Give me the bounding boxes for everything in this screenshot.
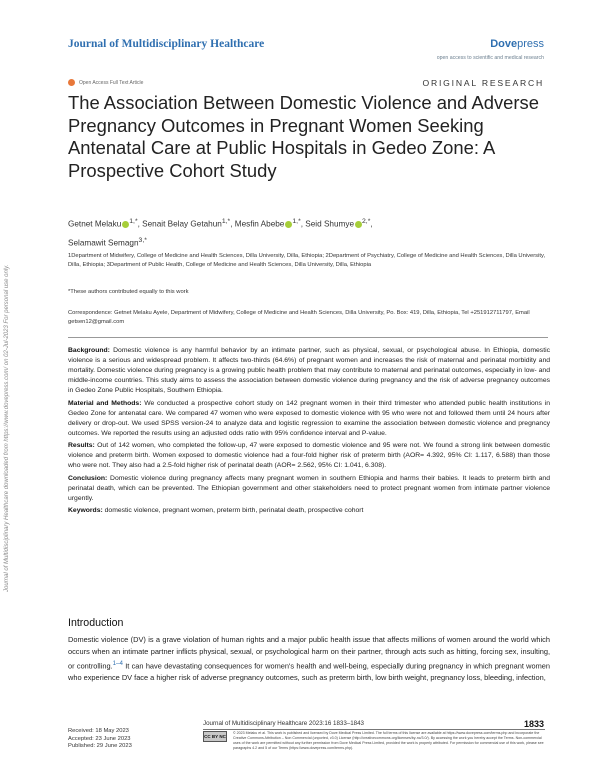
article-dates xyxy=(68,728,132,751)
journal-reference: Journal of Multidisciplinary Healthcare 2023:16 1833–1843 xyxy=(203,720,364,727)
license-block xyxy=(203,731,545,751)
conclusion-label: Conclusion: xyxy=(68,474,108,482)
intro-text-part: Domestic violence (DV) is a grave violation of human rights and a major public health issue that affects millions of women around the world which occurs when an intimate partner inflicts physical, sexual, or psychological harm on their partner, through acts such as hitting, forcing sex, insulting, or controlling. xyxy=(68,635,550,671)
received-date: Received: 18 May 2023 xyxy=(68,728,129,734)
open-access-label: Open Access Full Text Article xyxy=(79,79,144,86)
affiliations: 1Department of Midwifery, College of Medicine and Health Sciences, Dilla University, Dilla, Ethiopia; 2Department of Psychiatry, College of Medicine and Health Sciences, Dilla University, Dilla, Ethiopia; 3Department of Public Health, College of Medicine and Health Sciences, Dilla University, Dilla, Ethiopia xyxy=(68,253,546,268)
results-text: Out of 142 women, who completed the follow-up, 47 were exposed to domestic violence and 95 were not. We found a strong link between domestic violence and preterm birth. Women exposed to domestic violence had a four-fold higher risk of preterm birth (AOR= 4.392, 95% CI: 1.117, 6.588) than those who were not. They also had a 2.5-fold higher risk of perinatal death (AOR= 2.562, 95% CI: 1.041, 6.308). xyxy=(68,442,550,469)
intro-text-part: It can have devastating consequences for women's health and well-being, especially during pregnancy in which pregnant women who experience DV face a higher risk of adverse pregnancy outcomes, such as preterm birth, low birth weight, pregnancy loss, bleeding, infection, xyxy=(68,661,551,683)
author-affiliation: 1,* xyxy=(292,218,301,225)
author-name: Seid Shumye xyxy=(305,219,354,229)
methods-label: Material and Methods: xyxy=(68,399,142,407)
publisher-logo-rest: press xyxy=(517,38,544,50)
author-affiliation: 3,* xyxy=(138,236,147,244)
author-name: Getnet Melaku xyxy=(68,219,122,229)
publisher-tagline: open access to scientific and medical research xyxy=(436,55,544,61)
article-type: ORIGINAL RESEARCH xyxy=(422,78,544,88)
keywords-label: Keywords: xyxy=(68,507,103,514)
conclusion-text: Domestic violence during pregnancy affects many pregnant women in southern Ethiopia and harms their babies. It leads to preterm birth and perinatal death, which can be prevented. The Ethiopian government and other stakeholders need to protect pregnant women from intimate partner violence urgently. xyxy=(68,474,550,502)
methods-text: We conducted a prospective cohort study on 142 pregnant women in their third trimester who attended public health institutions in Gedeo Zone for antenatal care. We compared 47 women who were exposed to domestic violence with 95 who were not and followed them until 24 hours after delivery or drop-out. We used SPSS version-24 to analyze data and logistic regression to examine the association between domestic violence and pregnancy outcomes. We reported the results using an adjusted odds ratio with 95% confidence interval and P-value. xyxy=(68,399,550,437)
cc-license-icon[interactable]: CC BY NC xyxy=(203,731,227,742)
open-access-badge xyxy=(68,79,143,86)
section-heading: Introduction xyxy=(68,617,124,629)
abstract xyxy=(68,346,550,519)
author-affiliation: 2,* xyxy=(362,218,371,225)
correspondence: Correspondence: Getnet Melaku Ayele, Department of Midwifery, College of Medicine and Health Sciences, Dilla University, Po. Box: 419, Dilla, Ethiopia, Tel +251912711797, Email getsen12@gmail.com xyxy=(68,310,530,325)
article-title: The Association Between Domestic Violence and Adverse Pregnancy Outcomes in Pregnant Women Seeking Antenatal Care at Public Hospitals in Gedeo Zone: A Prospective Cohort Study xyxy=(68,92,539,181)
orcid-icon[interactable] xyxy=(355,221,362,228)
author-name: Mesfin Abebe xyxy=(234,219,285,229)
published-date: Published: 29 June 2023 xyxy=(68,743,132,749)
introduction-text xyxy=(68,634,550,684)
equal-contribution-note: *These authors contributed equally to this work xyxy=(68,289,189,295)
download-note: Journal of Multidisciplinary Healthcare downloaded from https://www.dovepress.com/ on 02-Jul-2023 For personal use only. xyxy=(4,264,10,592)
background-label: Background: xyxy=(68,347,110,354)
open-access-icon xyxy=(68,79,75,86)
publisher-logo xyxy=(490,38,544,50)
footer-rule xyxy=(203,729,545,730)
abstract-methods xyxy=(68,399,550,439)
accepted-date: Accepted: 23 June 2023 xyxy=(68,735,131,742)
author-affiliation: 1,* xyxy=(129,218,138,225)
citation-link[interactable]: 1–4 xyxy=(112,660,123,667)
abstract-keywords xyxy=(68,506,550,516)
abstract-background xyxy=(68,346,550,396)
page-number: 1833 xyxy=(523,719,544,729)
publisher-logo-bold: Dove xyxy=(490,38,518,50)
results-label: Results: xyxy=(68,442,95,449)
abstract-conclusion xyxy=(68,474,550,504)
license-text: © 2023 Melaku et al. This work is published and licensed by Dove Medical Press Limited. The full terms of this license are available at https://www.dovepress.com/terms.php and incorporate the Creative Commons Attribution – Non Commercial (unported, v3.0) License (http://creativecommons.org/licenses/by-nc/3.0/). By accessing the work you hereby accept the Terms. Non-commercial uses of the work are permitted without any further permission from Dove Medical Press Limited, provided the work is properly attributed. For permission for commercial use of this work, please see paragraphs 4.2 and 5 of our Terms (https://www.dovepress.com/terms.php). xyxy=(233,731,544,750)
author-list: Getnet Melaku $^{1,*}$, Senait Belay Getahun$^{1,*}$, Mesfin Abebe $^{1,*}$, Seid Shumye $^{2,*}$, Selamawit Semagn$^{3,*}$ xyxy=(68,218,373,248)
abstract-results xyxy=(68,441,550,471)
background-text: Domestic violence is any harmful behavior by an intimate partner, such as physical, sexual, or psychological abuse. In Ethiopia, domestic violence is a serious and widespread problem. It affects two-thirds (64.6%) of pregnant women and increases the risk of maternal and perinatal morbidity and mortality. Domestic violence during pregnancy is a growing public health problem that may contribute to maternal and perinatal outcomes, especially in low- and middle-income countries. This study aims to assess the association between domestic violence during pregnancy and the risk of adverse pregnancy outcomes in Gedeo Zone Public Hospitals, Southern Ethiopia. xyxy=(68,347,550,394)
journal-name: Journal of Multidisciplinary Healthcare xyxy=(68,38,265,50)
author-affiliation: 1,* xyxy=(221,218,231,225)
divider xyxy=(68,337,548,338)
keywords-text: domestic violence, pregnant women, preterm birth, perinatal death, prospective cohort xyxy=(102,507,364,514)
author-name: Selamawit Semagn xyxy=(68,238,139,248)
author-name: Senait Belay Getahun xyxy=(142,219,222,229)
